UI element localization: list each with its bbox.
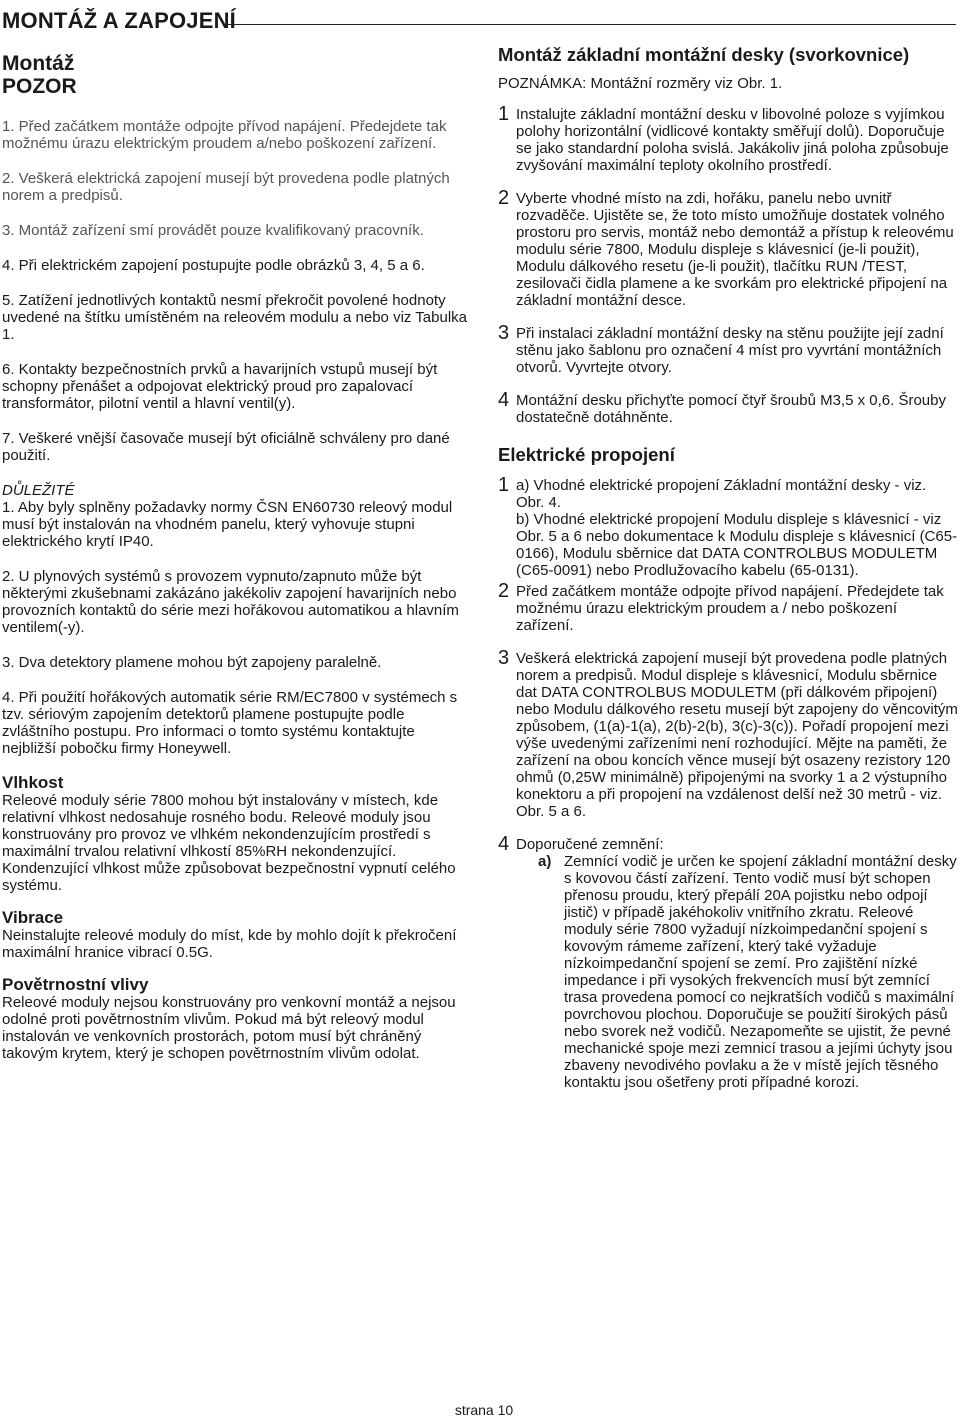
- step-text: Vyberte vhodné místo na zdi, hořáku, panelu nebo uvnitř rozvaděče. Ujistěte se, že toto místo umožňuje dostatek volného prostoru pro servis, montáž nebo demontáž a přístup k releovému modulu série 7800, Modulu displeje s klávesnicí (je-li použit), Modulu dálkového resetu (je-li použit), tlačítku RUN /TEST, zesilovači čidla plamene a ke svorkám pro elektrické připojení na základní montážní desce.: [516, 190, 954, 309]
- humidity-heading: Vlhkost: [2, 773, 64, 792]
- step-number: 1: [498, 103, 510, 125]
- mount-step: [498, 187, 958, 309]
- important-label: DŮLEŽITÉ: [2, 482, 75, 499]
- grounding-item: [516, 853, 958, 1091]
- warning-item: 2. Veškerá elektrická zapojení musejí být provedena podle platných norem a predpisů.: [2, 170, 450, 204]
- step-number: 3: [498, 647, 510, 669]
- grounding-text: Zemnící vodič je určen ke spojení základní montážní desky s kovovou částí zařízení. Tento vodič musí být schopen přenosu proudu, který přepálí 20A pojistku nebo odpojí jistič) v případě jakéhokoliv vnitřního zkratu. Releové moduly série 7800 vyžadují nízkoimpedanční spojení s kovovým rámeme zařízení, který také vyžaduje nízkoimpedanční spojení se zemí. Pro zajištění nízké impedance i při vysokých frekvencích musí být zemnící trasa provedena pomocí co nejkratších vodičů s maximální povrchovou plochou. Doporučuje se použití širokých pásů nebo svorek než vodičů. Nezapomeňte se ujistit, že pevné mechanické spoje mezi zemnicí trasou a jejími úchyty jsou zbaveny nevodivého povlaku a že v místě jejích těsného kontaktu jsou ošetřeny proti případné korozi.: [564, 853, 957, 1091]
- mount-step: [498, 389, 958, 426]
- step-number: 2: [498, 187, 510, 209]
- step-text: Při instalaci základní montážní desky na stěnu použijte její zadní stěnu jako šablonu pro označení 4 míst pro vyvrtání montážních otvorů. Vyvrtejte otvory.: [516, 325, 944, 376]
- step-text: Před začátkem montáže odpojte přívod napájení. Předejdete tak možnému úrazu elektrickým proudem a / nebo poškození zařízení.: [516, 583, 944, 634]
- mount-heading: Montáž základní montážní desky (svorkovnice): [498, 44, 910, 65]
- step-text: b) Vhodné elektrické propojení Modulu displeje s klávesnicí - viz Obr. 5 a 6 nebo dokumentace k Modulu displeje s klávesnicí (C65-0166), Modulu sběrnice dat DATA CONTROLBUS MODULETM (C65-0091) nebo Prodlužovacího kabelu (65-0131).: [516, 511, 958, 579]
- step-text: Montážní desku přichyťte pomocí čtyř šroubů M3,5 x 0,6. Šrouby dostatečně dotáhněnte.: [516, 392, 946, 426]
- step-number: 2: [498, 580, 510, 602]
- step-text: Veškerá elektrická zapojení musejí být provedena podle platných norem a predpisů. Modul displeje s klávesnicí, Modulu sběrnice dat DATA CONTROLBUS MODULETM (při dálkovém připojení) nebo Modulu dálkového resetu musejí být zapojeny do věncovitým způsobem, (1(a)-1(a), 2(b)-2(b), 3(c)-3(c)). Pořadí propojení mezi výše uvedenými zařízeními není rozhodující. Mějte na paměti, že zařízení na obou koncích věnce musejí být osazeny rezistory 120 ohmů (0,25W minimálně) připojenými na svorky 1 a 2 výstupního konektoru a při propojení na vzdálenost delší než 30 metrů - viz. Obr. 5 a 6.: [516, 650, 958, 820]
- left-column: [2, 52, 472, 1062]
- grounding-label: a): [538, 853, 552, 870]
- warning-item: 5. Zatížení jednotlivých kontaktů nesmí překročit povolené hodnoty uvedené na štítku umístěném na releovém modulu a nebo viz Tabulka 1.: [2, 292, 467, 343]
- vibration-text: Neinstalujte releové moduly do míst, kde by mohlo dojít k překročení maximální hranice vibrací 0.5G.: [2, 927, 457, 961]
- warning-item: 4. Při elektrickém zapojení postupujte podle obrázků 3, 4, 5 a 6.: [2, 257, 425, 274]
- page-footer: [0, 1402, 960, 1418]
- page-title: MONTÁŽ A ZAPOJENÍ: [2, 8, 236, 33]
- warning-item: 3. Montáž zařízení smí provádět pouze kvalifikovaný pracovník.: [2, 222, 424, 239]
- electrical-step: [498, 474, 958, 579]
- electrical-step: [498, 580, 958, 634]
- step-number: 4: [498, 389, 510, 411]
- step-text: Instalujte základní montážní desku v libovolné poloze s vyjímkou polohy horizontální (vidlicové kontakty směřují dolů). Doporučuje se jako standardní poloha svislá. Jakákoliv jiná poloha způsobuje zvyšování maximální teploty okolního prostředí.: [516, 106, 949, 174]
- electrical-step: [498, 647, 958, 820]
- mount-note: POZNÁMKA: Montážní rozměry viz Obr. 1.: [498, 75, 783, 92]
- warning-item: 7. Veškeré vnější časovače musejí být oficiálně schváleny pro dané použití.: [2, 430, 450, 464]
- step-number: 3: [498, 322, 510, 344]
- warning-item: 6. Kontakty bezpečnostních prvků a havarijních vstupů musejí být schopny přenášet a odpojovat elektrický proud pro zapalovací transformátor, pilotní ventil a hlavní ventil(y).: [2, 361, 438, 412]
- page-number: strana 10: [454, 1402, 514, 1418]
- montaz-heading: Montáž: [2, 52, 75, 75]
- important-item: 4. Při použití hořákových automatik série RM/EC7800 v systémech s tzv. sériovým zapojením detektorů plamene postupujte podle zvláštního postupu. Pro informaci o tomto systému kontaktujte nejbližší pobočku firmy Honeywell.: [2, 689, 458, 757]
- step-text: a) Vhodné elektrické propojení Základní montážní desky - viz. Obr. 4.: [516, 477, 927, 511]
- important-item: 2. U plynových systémů s provozem vypnuto/zapnuto může být některými zkušebnami zakázáno jakékoliv zapojení havarijních nebo provozních kontaktů do série mezi hořákovou automatikou a hlavním ventilem(-y).: [2, 568, 459, 636]
- pozor-heading: POZOR: [2, 75, 77, 98]
- step-text: Doporučené zemnění:: [516, 836, 664, 853]
- warning-item: 1. Před začátkem montáže odpojte přívod napájení. Předejdete tak možnému úrazu elektrickým proudem a/nebo poškození zařízení.: [2, 118, 447, 152]
- mount-step: [498, 322, 958, 376]
- right-column: [498, 44, 958, 1091]
- mount-step: [498, 103, 958, 174]
- important-item: 3. Dva detektory plamene mohou být zapojeny paralelně.: [2, 654, 382, 671]
- important-item: 1. Aby byly splněny požadavky normy ČSN EN60730 releový modul musí být instalován na vhodném panelu, který vyhovuje stupni elektrického krytí IP40.: [2, 499, 453, 550]
- weather-text: Releové moduly nejsou konstruovány pro venkovní montáž a nejsou odolné proti povětrnostním vlivům. Pokud má být releový modul instalován ve venkovních prostorách, potom musí být chráněný takovým krytem, který je schopen povětrnostním vlivům odolat.: [2, 994, 456, 1062]
- step-number: 1: [498, 474, 510, 496]
- weather-heading: Povětrnostní vlivy: [2, 975, 149, 994]
- step-number: 4: [498, 833, 510, 855]
- electrical-heading: Elektrické propojení: [498, 444, 675, 465]
- header-rule: [228, 24, 956, 25]
- vibration-heading: Vibrace: [2, 908, 64, 927]
- electrical-step: [498, 833, 958, 1091]
- humidity-text: Releové moduly série 7800 mohou být instalovány v místech, kde relativní vlhkost nedosahuje rosného bodu. Releové moduly jsou konstruovány pro provoz ve vlhkém nekondenzujícím prostředí s maximální trvalou relativní vlhkostí 85%RH nekondenzující. Kondenzující vlhkost může způsobovat bezpečnostní vypnutí celého systému.: [2, 792, 456, 894]
